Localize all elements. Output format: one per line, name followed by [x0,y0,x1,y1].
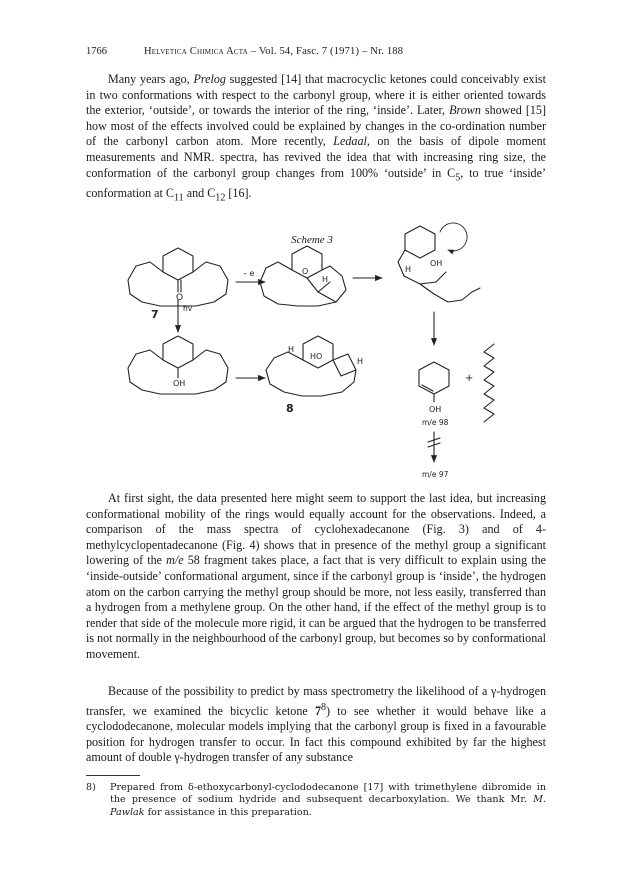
h-label-3: H [288,345,295,354]
molecule-radical-cation [260,246,346,306]
paragraph-2: At first sight, the data presented here might seem to support the last idea, but increasing conformational mobility of the rings would equally account for the observations. Indeed, a comparison of the mass spectra of cyclohexadecanone (Fig. 3) and of 4-methylcyclopentadecanone (Fig. 4) shows that in presence of the methyl group a significant lowering of the m/e 58 fragment takes place, a fact that is very difficult to explain using the ‘inside-outside’ conformational argument, since if the carbonyl group is ‘inside’, the hydrogen atom on the carbon carrying the methyl group should be more, not less easily, transferred than a hydrogen from a methylene group. On the other hand, if the effect of the methyl group is to render that side of the molecule more rigid, it can be argued that the hydrogen to be transferred is not normally in the neighbourhood of the carbonyl group, but becomes so by conformational movement. [86,491,546,661]
paragraph-1: Many years ago, Prelog suggested [14] that macrocyclic ketones could conceivably exist in two conformations with respect to the carbonyl group, where it is either oriented towards the exterior, ‘outside’, or towards the interior of the ring, ‘inside’. Later, Brown showed [15] how most of the effects involved could be explained by changes in the co-ordination number of the carbonyl carbon atom. More recently, Ledaal, on the basis of dipole moment measurements and NMR. spectra, has revived the idea that with increasing ring size, the conformation of the carbonyl group changes from 100% ‘outside’ in $C_5$, to true ‘inside’ conformation at $C_{11}$ and $C_{12}$ [16]. [86,72,546,203]
h-label-1: H [322,275,329,284]
plus-sign: + [465,373,474,384]
alkene-chain [484,344,494,422]
molecule-cyclohexenol-ion [419,362,449,402]
oh-label-3: OH [429,405,442,414]
paragraph-3: Because of the possibility to predict by mass spectrometry the likelihood of a γ-hydrogen transfer, we examined the bicyclic ketone $7^8$) to see whether it would behave like a cyclododecanone, molecular models implying that the carbonyl group is fixed in a favourable position for hydrogen transfer to occur. In fact this compound exhibited by far the highest amount of double γ-hydrogen transfer of any substance [86,684,547,765]
arrow-label-ionization: – e [243,269,255,278]
mz-97-label: m/e 97 [422,470,449,479]
oxygen-label-7: O [176,293,184,303]
footnote-mark: 8) [86,782,96,793]
h-label-4: H [357,357,364,366]
compound-ref-7: 7 [314,703,321,718]
journal-name: Helvetica Chimica Acta [144,46,248,57]
footnote-8: 8) Prepared from δ-ethoxycarbonyl-cyclododecanone [17] with trimethylene dibromide in the presence of sodium hydride and subsequent decarboxylation. We thank Mr. M. Pawlak for assistance in this preparation. [86,782,546,818]
author-ledaal: Ledaal [333,134,367,149]
ho-label: HO [310,352,323,361]
oh-label-2: OH [173,379,186,388]
author-prelog: Prelog [193,72,226,86]
mass-to-charge: m/e [166,553,184,568]
compound-8-label: 8 [286,402,294,415]
footnote-ref: 8 [321,701,327,713]
acknowledged-person: M. Pawlak [110,794,546,818]
mz-98-label: m/e 98 [422,418,449,427]
oxygen-radical-label: O [302,267,309,276]
h-label-2: H [405,265,412,274]
volume-info: – Vol. 54, Fasc. 7 (1971) – Nr. 188 [247,46,404,57]
page-number: 1766 [86,46,107,57]
footnote-rule [86,775,140,776]
scheme-title: Scheme 3 [291,234,333,246]
hv-label: hv [183,304,193,313]
author-brown: Brown [449,103,481,118]
compound-7-label: 7 [151,308,159,321]
molecule-8-cyclobutanol [266,336,356,396]
oh-label-1: OH [430,259,443,268]
